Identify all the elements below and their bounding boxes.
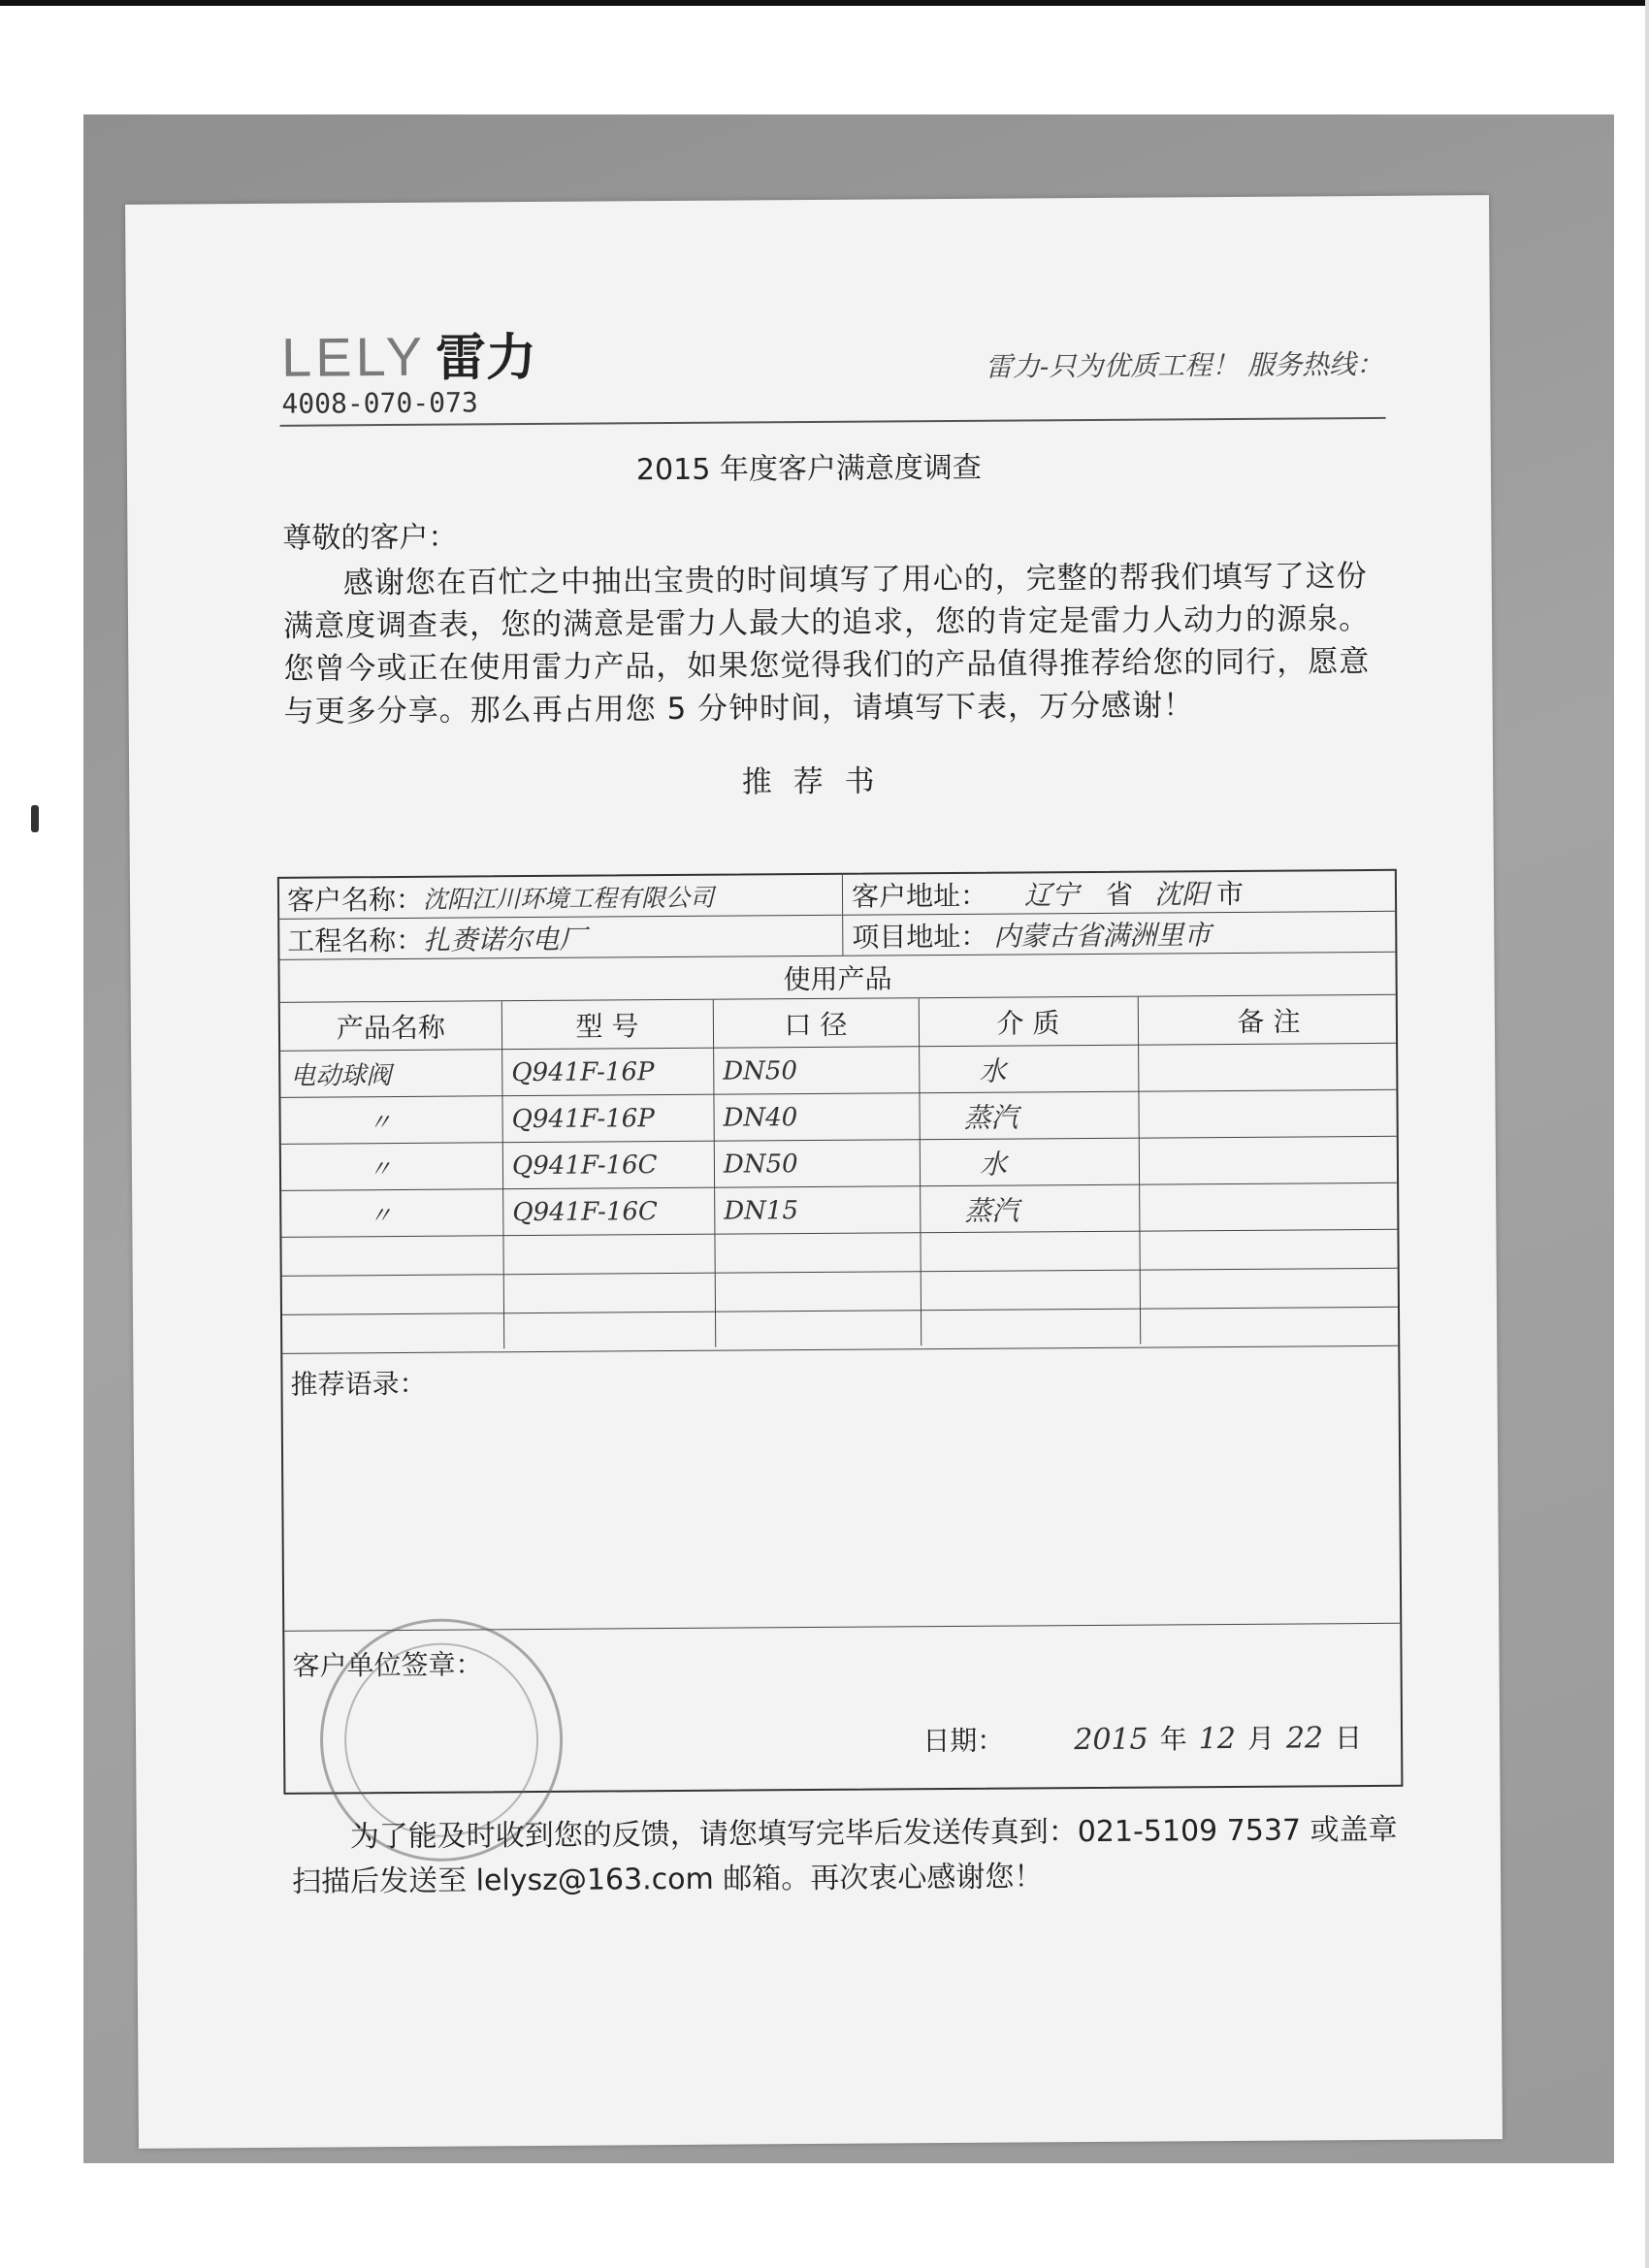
date-month-value[interactable]: 12 bbox=[1198, 1721, 1236, 1757]
survey-paper bbox=[125, 195, 1503, 2149]
medium-cell[interactable]: 蒸汽 bbox=[963, 1101, 1018, 1134]
date-year-value[interactable]: 2015 bbox=[1074, 1722, 1148, 1758]
product-name-cell[interactable] bbox=[291, 1236, 495, 1275]
medium-cell[interactable]: 水 bbox=[979, 1148, 1008, 1181]
diameter-cell[interactable] bbox=[725, 1311, 919, 1349]
date-field bbox=[922, 1717, 1362, 1759]
customer-city-value[interactable]: 沈阳 bbox=[1153, 877, 1210, 911]
date-day-label: 日 bbox=[1334, 1722, 1363, 1755]
scan-top-border bbox=[0, 0, 1649, 6]
project-name-cell bbox=[287, 916, 830, 959]
city-label: 市 bbox=[1215, 877, 1245, 910]
customer-name-value[interactable]: 沈阳江川环境工程有限公司 bbox=[422, 883, 715, 914]
diameter-cell[interactable]: DN50 bbox=[723, 1149, 798, 1180]
column-header: 介 质 bbox=[996, 1006, 1060, 1040]
remarks-cell[interactable] bbox=[1148, 1230, 1391, 1270]
model-cell[interactable]: Q941F-16P bbox=[511, 1056, 655, 1087]
medium-cell[interactable]: 蒸汽 bbox=[964, 1194, 1019, 1227]
project-name-label: 工程名称： bbox=[287, 923, 424, 957]
logo-latin: LELY bbox=[280, 325, 427, 388]
remarks-cell[interactable] bbox=[1149, 1269, 1392, 1309]
diameter-cell[interactable] bbox=[724, 1233, 918, 1272]
product-name-cell[interactable]: 〃 bbox=[368, 1155, 393, 1183]
date-year-label: 年 bbox=[1159, 1723, 1187, 1756]
medium-cell[interactable] bbox=[930, 1310, 1134, 1348]
hotline-number: 4008-070-073 bbox=[281, 386, 478, 420]
column-header: 备 注 bbox=[1237, 1004, 1301, 1038]
table-row bbox=[280, 1044, 1396, 1098]
remarks-cell[interactable] bbox=[1148, 1090, 1390, 1138]
project-address-label: 项目地址： bbox=[852, 920, 988, 954]
product-name-cell[interactable]: 〃 bbox=[369, 1202, 393, 1230]
diameter-cell[interactable] bbox=[725, 1272, 919, 1311]
remarks-cell[interactable] bbox=[1148, 1044, 1390, 1091]
remarks-cell[interactable] bbox=[1149, 1308, 1392, 1347]
date-label: 日期： bbox=[922, 1724, 1005, 1758]
signature-label: 客户单位签章： bbox=[292, 1648, 483, 1682]
lely-logo bbox=[281, 316, 536, 391]
model-cell[interactable]: Q941F-16C bbox=[511, 1150, 658, 1181]
table-row bbox=[280, 1090, 1396, 1145]
customer-name-cell bbox=[287, 875, 830, 919]
column-header: 产品名称 bbox=[336, 1011, 446, 1044]
product-name-cell[interactable]: 电动球阀 bbox=[290, 1061, 392, 1091]
customer-row-divider bbox=[842, 875, 843, 915]
intro-paragraph: 感谢您在百忙之中抽出宝贵的时间填写了用心的，完整的帮我们填写了这份满意度调查表，您的满意是雷力人最大的追求，您的肯定是雷力人动力的源泉。您曾今或正在使用雷力产品，如果您觉得我们的产品值得推荐给您的同行，愿意与更多分享。那么再占用您 5 分钟时间，请填写下表，万分感谢！ bbox=[282, 559, 1371, 729]
date-day-value[interactable]: 22 bbox=[1285, 1721, 1324, 1756]
logo-chinese: 雷力 bbox=[435, 328, 537, 388]
medium-cell[interactable]: 水 bbox=[979, 1054, 1007, 1087]
column-header: 口 径 bbox=[784, 1008, 848, 1041]
recommendation-heading: 推 荐 书 bbox=[741, 763, 881, 800]
customer-address-cell bbox=[852, 871, 1395, 915]
customer-province-value[interactable]: 辽宁 bbox=[1023, 878, 1080, 911]
product-name-cell[interactable] bbox=[292, 1313, 496, 1352]
greeting: 尊敬的客户： bbox=[282, 520, 458, 556]
footer-instructions: 为了能及时收到您的反馈，请您填写完毕后发送传真到：021-5109 7537 或盖章扫描后发送至 lelysz@163.com 邮箱。再次衷心感谢您！ bbox=[291, 1812, 1398, 1899]
table-row bbox=[281, 1137, 1397, 1191]
project-name-value[interactable]: 扎赉诺尔电厂 bbox=[423, 923, 587, 956]
remarks-cell[interactable] bbox=[1148, 1183, 1391, 1231]
model-cell[interactable] bbox=[512, 1235, 706, 1274]
customer-name-label: 客户名称： bbox=[286, 883, 424, 917]
model-cell[interactable]: Q941F-16C bbox=[512, 1196, 658, 1227]
medium-cell[interactable] bbox=[930, 1271, 1134, 1310]
column-header: 型 号 bbox=[575, 1009, 639, 1043]
document-title: 2015 年度客户满意度调查 bbox=[635, 450, 982, 488]
slogan: 雷力-只为优质工程！ 服务热线： bbox=[985, 347, 1384, 383]
project-address-cell bbox=[852, 912, 1395, 956]
date-month-label: 月 bbox=[1246, 1722, 1276, 1755]
product-name-cell[interactable]: 〃 bbox=[368, 1109, 392, 1137]
products-header-row bbox=[280, 995, 1396, 1052]
ink-mark bbox=[31, 805, 39, 832]
scan-right-border bbox=[1645, 0, 1649, 2268]
customer-address-label: 客户地址： bbox=[851, 879, 988, 913]
medium-cell[interactable] bbox=[929, 1232, 1133, 1271]
model-cell[interactable] bbox=[513, 1312, 707, 1351]
province-label: 省 bbox=[1105, 878, 1134, 911]
diameter-cell[interactable]: DN50 bbox=[723, 1055, 798, 1086]
model-cell[interactable] bbox=[513, 1274, 707, 1312]
remarks-cell[interactable] bbox=[1148, 1137, 1391, 1184]
diameter-cell[interactable]: DN15 bbox=[724, 1195, 799, 1226]
project-address-value[interactable]: 内蒙古省满洲里市 bbox=[993, 918, 1212, 953]
diameter-cell[interactable]: DN40 bbox=[723, 1102, 798, 1133]
recommendation-label: 推荐语录： bbox=[290, 1367, 427, 1401]
table-row bbox=[281, 1183, 1397, 1238]
product-name-cell[interactable] bbox=[292, 1275, 496, 1313]
recommendation-row bbox=[282, 1346, 1400, 1632]
project-row-divider bbox=[842, 916, 843, 956]
model-cell[interactable]: Q941F-16P bbox=[511, 1103, 655, 1134]
products-heading: 使用产品 bbox=[783, 961, 892, 995]
